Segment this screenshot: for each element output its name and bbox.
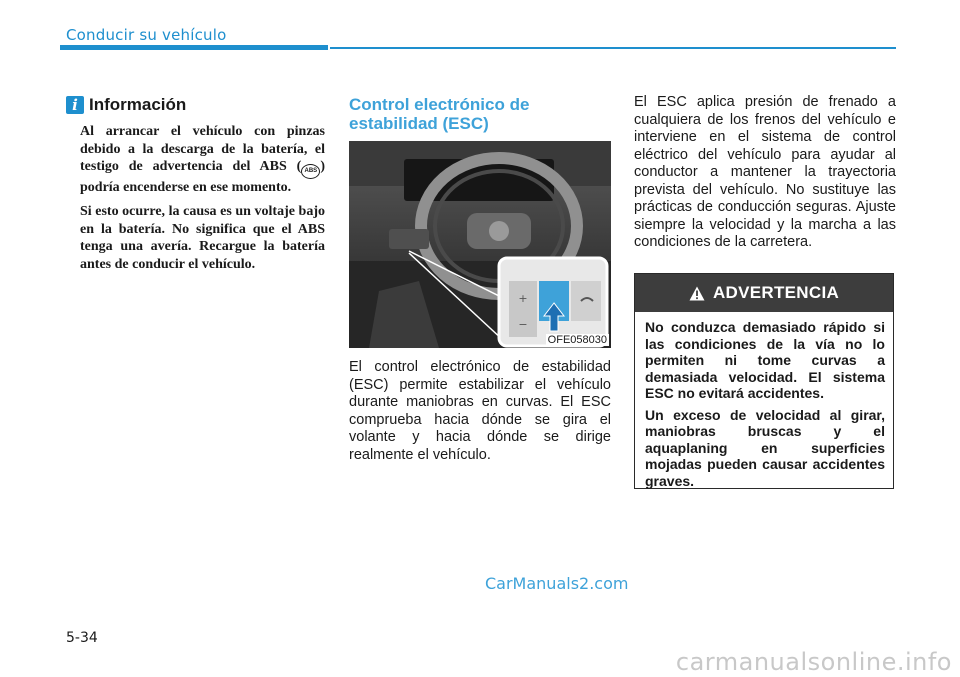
- page-number: 5-34: [66, 630, 98, 646]
- warning-title: ADVERTENCIA: [712, 283, 840, 302]
- warning-body: [635, 312, 893, 489]
- header-rule-thin: [330, 47, 896, 49]
- header-rule-thick: [60, 45, 328, 50]
- warning-paragraph-1: No conduzca demasiado rápido si las condiciones de la vía no lo permiten ni tome curvas a demasiada velocidad. El sistema ESC no evitará accidentes.: [645, 319, 885, 401]
- warning-box: [634, 273, 894, 489]
- warning-paragraph-2: Un exceso de velocidad al girar, maniobras bruscas y el aquaplaning en superficies mojadas pueden causar accidentes graves.: [645, 406, 885, 489]
- info-paragraph-1: Al arrancar el vehículo con pinzas debido a la descarga de la batería, el testigo de advertencia del ABS ( ABS ) podría encenderse en ese momento.: [80, 124, 325, 196]
- esc-description: El control electrónico de estabilidad (ESC) permite estabilizar el vehículo durante maniobras en curvas. El ESC comprueba hacia dónde se gira el volante y hacia dónde se dirige realmente el vehículo.: [349, 359, 611, 463]
- abs-warning-icon: ABS: [301, 164, 320, 179]
- esc-title: Control electrónico de estabilidad (ESC): [349, 95, 530, 133]
- warning-triangle-icon: [689, 286, 705, 301]
- dashboard-photo: [349, 141, 611, 348]
- center-watermark: CarManuals2.com: [485, 574, 629, 593]
- section-title: Conducir su vehículo: [66, 26, 227, 44]
- info-paragraph-2: Si esto ocurre, la causa es un voltaje bajo en la batería. No significa que el ABS tenga una avería. Recargue la batería antes de conducir el vehículo.: [80, 204, 325, 272]
- info-heading: [66, 95, 186, 115]
- figure-code: OFE058030: [547, 334, 607, 346]
- svg-text:−: −: [518, 318, 528, 331]
- esc-operation-text: El ESC aplica presión de frenado a cualquiera de los frenos del vehículo e interviene en el sistema de control eléctrico del vehículo para ayudar al conductor a mantener la trayectoria prevista del vehículo. No sustituye las prácticas de conducción seguras. Ajuste siempre la velocidad y la marcha a las condiciones de la carretera.: [634, 94, 896, 250]
- info-icon: i: [66, 96, 84, 114]
- warning-header: [635, 274, 893, 312]
- info-text: [80, 123, 325, 279]
- svg-text:+: +: [518, 292, 528, 305]
- footer-watermark: carmanualsonline.info: [675, 648, 952, 676]
- dashboard-illustration: [349, 141, 611, 348]
- info-title: Información: [89, 95, 187, 114]
